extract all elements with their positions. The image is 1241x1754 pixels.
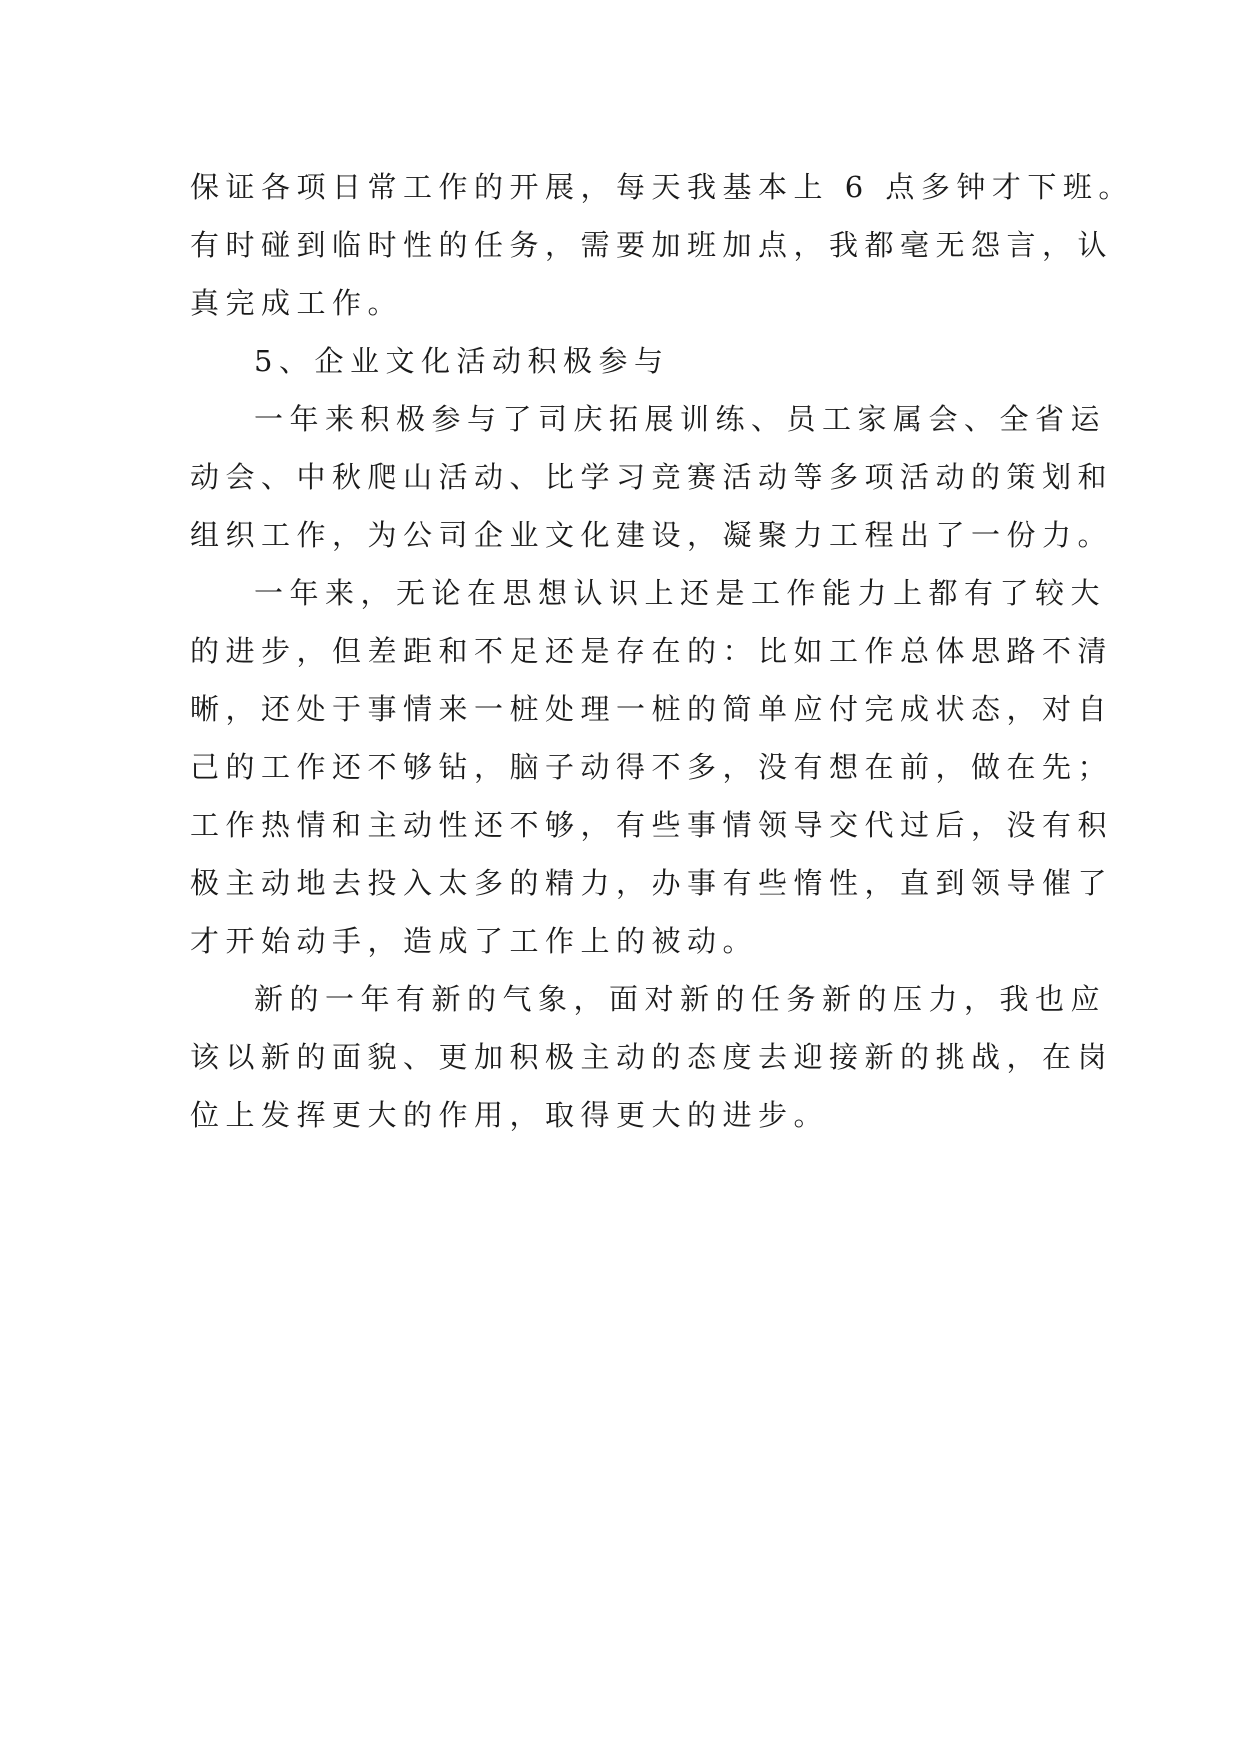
section-heading-5 [190, 332, 1050, 390]
heading-text: 5、企业文化活动积极参与 [254, 344, 670, 378]
text-line: 保证各项日常工作的开展，每天我基本上 6 点多钟才下班。 [190, 170, 1134, 204]
text-line: 该以新的面貌、更加积极主动的态度去迎接新的挑战，在岗 [190, 1040, 1114, 1074]
text-line: 极主动地去投入太多的精力，办事有些惰性，直到领导催了 [190, 866, 1114, 900]
text-line: 的进步，但差距和不足还是存在的：比如工作总体思路不清 [190, 634, 1114, 668]
paragraph-4 [190, 564, 1114, 970]
text-line: 位上发挥更大的作用，取得更大的进步。 [190, 1098, 830, 1132]
text-line: 才开始动手，造成了工作上的被动。 [190, 924, 759, 958]
paragraph-5 [190, 970, 1114, 1144]
document-body [190, 158, 1134, 1144]
text-line: 一年来，无论在思想认识上还是工作能力上都有了较大 [254, 576, 1107, 610]
paragraph-3 [190, 390, 1114, 564]
text-line: 有时碰到临时性的任务，需要加班加点，我都毫无怨言，认 [190, 228, 1114, 262]
paragraph-1 [190, 158, 1134, 332]
text-line: 动会、中秋爬山活动、比学习竞赛活动等多项活动的策划和 [190, 460, 1114, 494]
text-line: 一年来积极参与了司庆拓展训练、员工家属会、全省运 [254, 402, 1107, 436]
text-line: 晰，还处于事情来一桩处理一桩的简单应付完成状态，对自 [190, 692, 1114, 726]
text-line: 己的工作还不够钻，脑子动得不多，没有想在前，做在先； [190, 750, 1114, 784]
text-line: 组织工作，为公司企业文化建设，凝聚力工程出了一份力。 [190, 518, 1114, 552]
text-line: 新的一年有新的气象，面对新的任务新的压力，我也应 [254, 982, 1107, 1016]
text-line: 真完成工作。 [190, 286, 404, 320]
text-line: 工作热情和主动性还不够，有些事情领导交代过后，没有积 [190, 808, 1114, 842]
